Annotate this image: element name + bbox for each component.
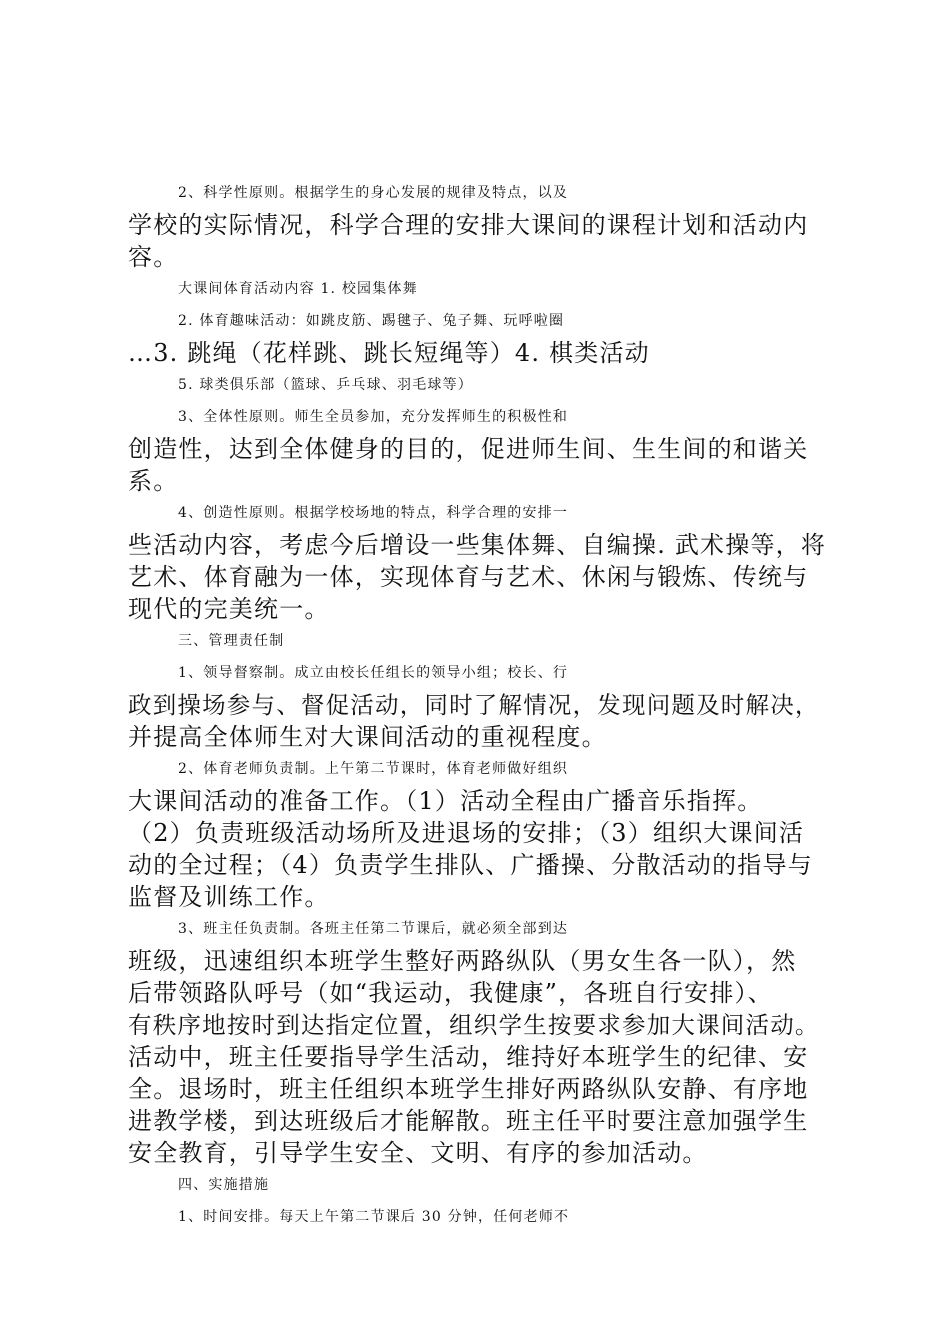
paragraph-line: …3. 跳绳（花样跳、跳长短绳等）4. 棋类活动 xyxy=(128,339,650,367)
paragraph-line: 3、全体性原则。师生全员参加，充分发挥师生的积极性和 xyxy=(178,409,569,425)
paragraph-line: 大课间活动的准备工作。（1）活动全程由广播音乐指挥。 xyxy=(128,787,763,815)
paragraph-line: 动的全过程；（4）负责学生排队、广播操、分散活动的指导与 xyxy=(128,851,813,879)
paragraph-line: 容。 xyxy=(128,243,179,271)
paragraph-line: 系。 xyxy=(128,467,179,495)
paragraph-line: 艺术、体育融为一体，实现体育与艺术、休闲与锻炼、传统与 xyxy=(128,563,809,591)
paragraph-line: 有秩序地按时到达指定位置，组织学生按要求参加大课间活动。 xyxy=(128,1011,820,1039)
paragraph-line: 2. 体育趣味活动：如跳皮筋、踢毽子、兔子舞、玩呼啦圈 xyxy=(178,313,565,329)
paragraph-line: 活动中，班主任要指导学生活动，维持好本班学生的纪律、安 xyxy=(128,1043,809,1071)
paragraph-line: 监督及训练工作。 xyxy=(128,883,330,911)
paragraph-line: 安全教育，引导学生安全、文明、有序的参加活动。 xyxy=(128,1139,708,1167)
section-heading: 四、实施措施 xyxy=(178,1177,270,1193)
paragraph-line: 后带领路队呼号（如“我运动，我健康”，各班自行安排）、 xyxy=(128,979,773,1007)
paragraph-line: 3、班主任负责制。各班主任第二节课后，就必须全部到达 xyxy=(178,921,569,937)
paragraph-line: 4、创造性原则。根据学校场地的特点，科学合理的安排一 xyxy=(178,505,569,521)
section-heading: 三、管理责任制 xyxy=(178,633,285,649)
paragraph-line: （2）负责班级活动场所及进退场的安排；（3）组织大课间活 xyxy=(128,819,805,847)
paragraph-line: 5. 球类俱乐部（篮球、乒乓球、羽毛球等） xyxy=(178,377,474,393)
paragraph-line: 1、时间安排。每天上午第二节课后 30 分钟，任何老师不 xyxy=(178,1209,570,1225)
paragraph-line: 进教学楼，到达班级后才能解散。班主任平时要注意加强学生 xyxy=(128,1107,809,1135)
paragraph-line: 政到操场参与、督促活动，同时了解情况，发现问题及时解决， xyxy=(128,691,820,719)
paragraph-line: 大课间体育活动内容 1. 校园集体舞 xyxy=(178,281,418,297)
paragraph-line: 并提高全体师生对大课间活动的重视程度。 xyxy=(128,723,607,751)
paragraph-line: 2、体育老师负责制。上午第二节课时，体育老师做好组织 xyxy=(178,761,569,777)
paragraph-line: 2、科学性原则。根据学生的身心发展的规律及特点，以及 xyxy=(178,185,569,201)
paragraph-line: 1、领导督察制。成立由校长任组长的领导小组；校长、行 xyxy=(178,665,569,681)
paragraph-line: 全。退场时，班主任组织本班学生排好两路纵队安静、有序地 xyxy=(128,1075,809,1103)
paragraph-line: 学校的实际情况，科学合理的安排大课间的课程计划和活动内 xyxy=(128,211,809,239)
paragraph-line: 班级，迅速组织本班学生整好两路纵队（男女生各一队），然 xyxy=(128,947,797,975)
paragraph-line: 些活动内容，考虑今后增设一些集体舞、自编操. 武术操等，将 xyxy=(128,531,827,559)
paragraph-line: 创造性，达到全体健身的目的，促进师生间、生生间的和谐关 xyxy=(128,435,809,463)
paragraph-line: 现代的完美统一。 xyxy=(128,595,330,623)
